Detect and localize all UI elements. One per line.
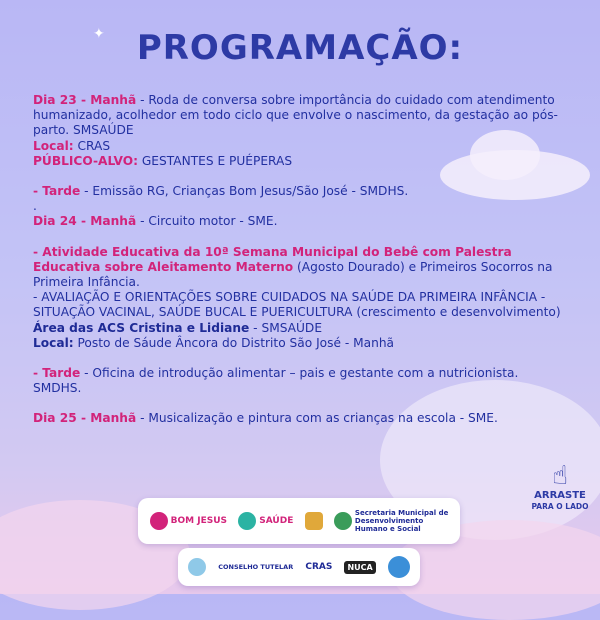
- local2-label: Local:: [33, 335, 74, 350]
- separator-dot: .: [33, 199, 37, 214]
- area-label: Área das ACS Cristina e Lidiane: [33, 320, 250, 335]
- day23-label: Dia 23 - Manhã: [33, 93, 137, 107]
- logo-round-seal: [388, 556, 410, 578]
- swipe-line2: PARA O LADO: [531, 502, 589, 511]
- page-title: PROGRAMAÇÃO:: [136, 28, 464, 68]
- saude-emblem-icon: [238, 512, 256, 530]
- tarde2-label: - Tarde: [33, 366, 81, 381]
- day24-label: Dia 24 - Manhã: [33, 214, 137, 229]
- atividade-label: - Atividade Educativa da 10ª Semana Municipal do Bebê com Palestra Educativa sobre Aleitamento Materno: [33, 244, 512, 274]
- sparkle-icon: ✦: [93, 26, 105, 42]
- sponsor-logos-row1: [138, 498, 460, 544]
- local-label: Local:: [33, 138, 74, 153]
- program-emblem-icon: [188, 558, 206, 576]
- publico-label: PÚBLICO-ALVO:: [33, 153, 138, 168]
- publico-value: GESTANTES E PUÉPERAS: [137, 153, 293, 168]
- day23-item: [33, 93, 569, 139]
- logo-secretaria: Secretaria Municipal de Desenvolvimento Humano e Social: [334, 509, 448, 533]
- swipe-hint[interactable]: [528, 462, 592, 512]
- crest-icon: [305, 512, 323, 530]
- sponsor-logos-row2: [178, 548, 420, 586]
- logo-nuca: NUCA: [344, 561, 375, 574]
- logo-cras: CRAS: [305, 561, 333, 572]
- logo-circle-program: [188, 558, 206, 576]
- area-text: - SMSAÚDE: [249, 320, 323, 335]
- avaliacao-text: - AVALIAÇÃO E ORIENTAÇÕES SOBRE CUIDADOS NA SAÚDE DA PRIMEIRA INFÂNCIA - SITUAÇÃO VACINAL, SAÚDE BUCAL E PUERICULTURA (crescimento e desenvolvimento): [33, 290, 561, 320]
- local-value: CRAS: [73, 138, 111, 153]
- day25-text: - Musicalização e pintura com as crianças na escola - SME.: [136, 411, 498, 426]
- swipe-line1: ARRASTE: [534, 490, 586, 501]
- schedule: [33, 93, 569, 427]
- tarde1-label: - Tarde: [33, 184, 81, 199]
- day25-label: Dia 25 - Manhã: [33, 411, 137, 426]
- swipe-hand-icon: ☝: [552, 461, 568, 491]
- tarde2-text: - Oficina de introdução alimentar – pais e gestante com a nutricionista. SMDHS.: [33, 366, 519, 396]
- secretaria-emblem-icon: [334, 512, 352, 530]
- bom-jesus-emblem-icon: [150, 512, 168, 530]
- logo-municipal-crest: [305, 512, 323, 530]
- logo-conselho-tutelar: CONSELHO TUTELAR: [218, 562, 294, 571]
- seal-icon: [388, 556, 410, 578]
- atividade-text: (Agosto Dourado) e Primeiros Socorros na Primeira Infância.: [33, 259, 553, 290]
- logo-bom-jesus: BOM JESUS: [150, 512, 227, 530]
- local2-value: Posto de Sáude Âncora do Distrito São José - Manhã: [73, 335, 395, 350]
- tarde1-text: - Emissão RG, Crianças Bom Jesus/São José - SMDHS.: [80, 184, 409, 199]
- day23-text: - Roda de conversa sobre importância do cuidado com atendimento humanizado, acolhedor em todo ciclo que envolve o nascimento, da gestação ao pós-parto. SMSAÚDE: [33, 93, 558, 138]
- day24-text: - Circuito motor - SME.: [136, 214, 278, 229]
- logo-saude: SAÚDE: [238, 512, 293, 530]
